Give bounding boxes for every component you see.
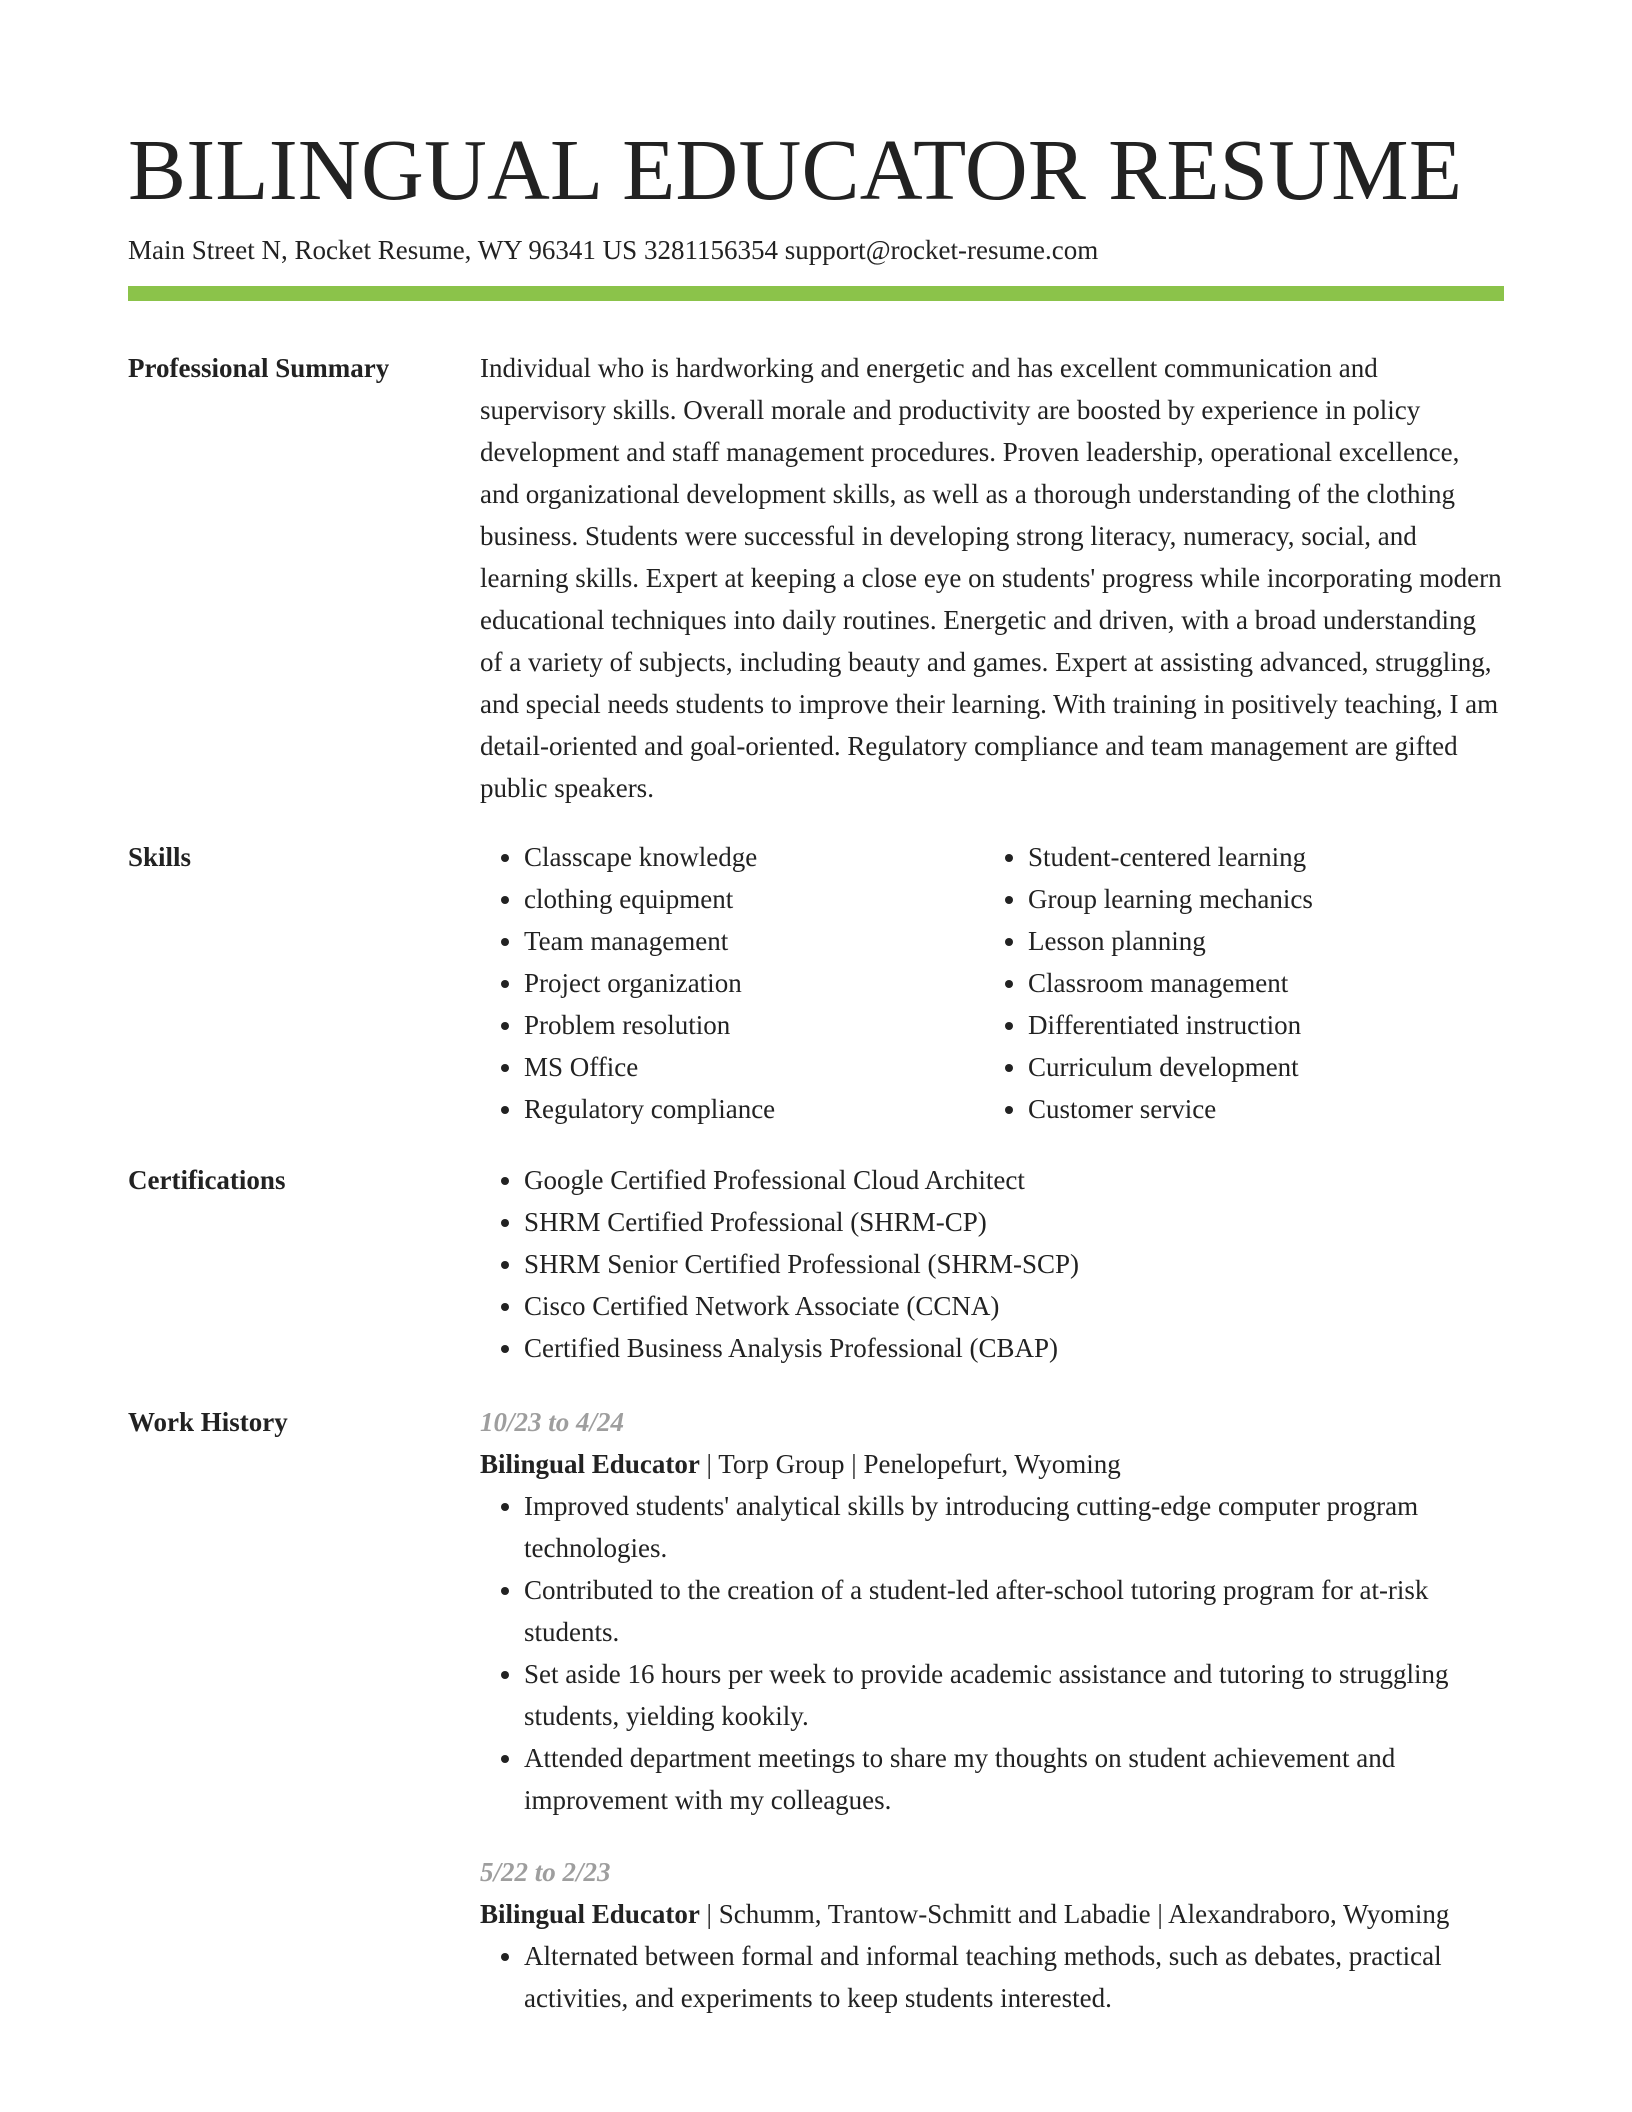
work-history-label: Work History bbox=[128, 1407, 288, 1437]
certification-item: • Certified Business Analysis Professional (CBAP) bbox=[524, 1327, 1504, 1369]
job-dates: 5/22 to 2/23 bbox=[480, 1857, 611, 1887]
accent-divider bbox=[128, 286, 1504, 301]
certification-item: • SHRM Senior Certified Professional (SHRM-SCP) bbox=[524, 1243, 1504, 1285]
job-bullet-list bbox=[480, 1935, 1504, 2019]
job-bullet: • Attended department meetings to share my thoughts on student achievement and improvement with my colleagues. bbox=[524, 1737, 1504, 1821]
skills-column-right bbox=[984, 836, 1488, 1130]
skill-item: • Regulatory compliance bbox=[524, 1088, 984, 1130]
resume-title: BILINGUAL EDUCATOR RESUME bbox=[128, 121, 1463, 218]
skill-item: • Differentiated instruction bbox=[1028, 1004, 1488, 1046]
job-entry bbox=[480, 1851, 1504, 2019]
job-title: Bilingual Educator bbox=[480, 1899, 700, 1929]
skills-body bbox=[480, 836, 1504, 1130]
certifications-body bbox=[480, 1159, 1504, 1369]
skill-item: • Student-centered learning bbox=[1028, 836, 1488, 878]
skill-item: • MS Office bbox=[524, 1046, 984, 1088]
skill-item: • Project organization bbox=[524, 962, 984, 1004]
summary-text: Individual who is hardworking and energetic and has excellent communication and supervisory skills. Overall morale and productivity are boosted by experience in policy development and staff management procedures. Proven leadership, operational excellence, and organizational development skills, as well as a thorough understanding of the clothing business. Students were successful in developing strong literacy, numeracy, social, and learning skills. Expert at keeping a close eye on students' progress while incorporating modern educational techniques into daily routines. Energetic and driven, with a broad understanding of a variety of subjects, including beauty and games. Expert at assisting advanced, struggling, and special needs students to improve their learning. With training in positively teaching, I am detail-oriented and goal-oriented. Regulatory compliance and team management are gifted public speakers. bbox=[480, 353, 1502, 803]
job-bullet-list bbox=[480, 1485, 1504, 1821]
job-bullet: • Alternated between formal and informal teaching methods, such as debates, practical activities, and experiments to keep students interested. bbox=[524, 1935, 1504, 2019]
skill-item: • Lesson planning bbox=[1028, 920, 1488, 962]
skill-item: • Classcape knowledge bbox=[524, 836, 984, 878]
summary-body bbox=[480, 347, 1504, 809]
certifications-label: Certifications bbox=[128, 1165, 286, 1195]
skill-item: • Team management bbox=[524, 920, 984, 962]
job-heading bbox=[480, 1443, 1504, 1485]
skill-item: • Curriculum development bbox=[1028, 1046, 1488, 1088]
skill-item: • Problem resolution bbox=[524, 1004, 984, 1046]
skills-column-left bbox=[480, 836, 984, 1130]
skill-item: • Group learning mechanics bbox=[1028, 878, 1488, 920]
work-history-body bbox=[480, 1401, 1504, 2019]
certification-item: • SHRM Certified Professional (SHRM-CP) bbox=[524, 1201, 1504, 1243]
job-bullet: • Set aside 16 hours per week to provide academic assistance and tutoring to struggling students, yielding kookily. bbox=[524, 1653, 1504, 1737]
job-employer-location: | Torp Group | Penelopefurt, Wyoming bbox=[699, 1449, 1121, 1479]
job-bullet: • Improved students' analytical skills by introducing cutting-edge computer program technologies. bbox=[524, 1485, 1504, 1569]
certification-item: • Google Certified Professional Cloud Architect bbox=[524, 1159, 1504, 1201]
certification-item: • Cisco Certified Network Associate (CCNA) bbox=[524, 1285, 1504, 1327]
certifications-list bbox=[480, 1159, 1504, 1369]
skills-list-left bbox=[480, 836, 984, 1130]
job-heading bbox=[480, 1893, 1504, 1935]
skill-item: • Customer service bbox=[1028, 1088, 1488, 1130]
job-title: Bilingual Educator bbox=[480, 1449, 700, 1479]
summary-label: Professional Summary bbox=[128, 353, 390, 383]
contact-line: Main Street N, Rocket Resume, WY 96341 US 3281156354 support@rocket-resume.com bbox=[128, 235, 1099, 265]
skill-item: • Classroom management bbox=[1028, 962, 1488, 1004]
job-dates: 10/23 to 4/24 bbox=[480, 1407, 625, 1437]
job-employer-location: | Schumm, Trantow-Schmitt and Labadie | Alexandraboro, Wyoming bbox=[699, 1899, 1450, 1929]
job-bullet: • Contributed to the creation of a student-led after-school tutoring program for at-risk students. bbox=[524, 1569, 1504, 1653]
skills-label: Skills bbox=[128, 842, 192, 872]
job-entry bbox=[480, 1401, 1504, 1821]
skills-list-right bbox=[984, 836, 1488, 1130]
skill-item: • clothing equipment bbox=[524, 878, 984, 920]
